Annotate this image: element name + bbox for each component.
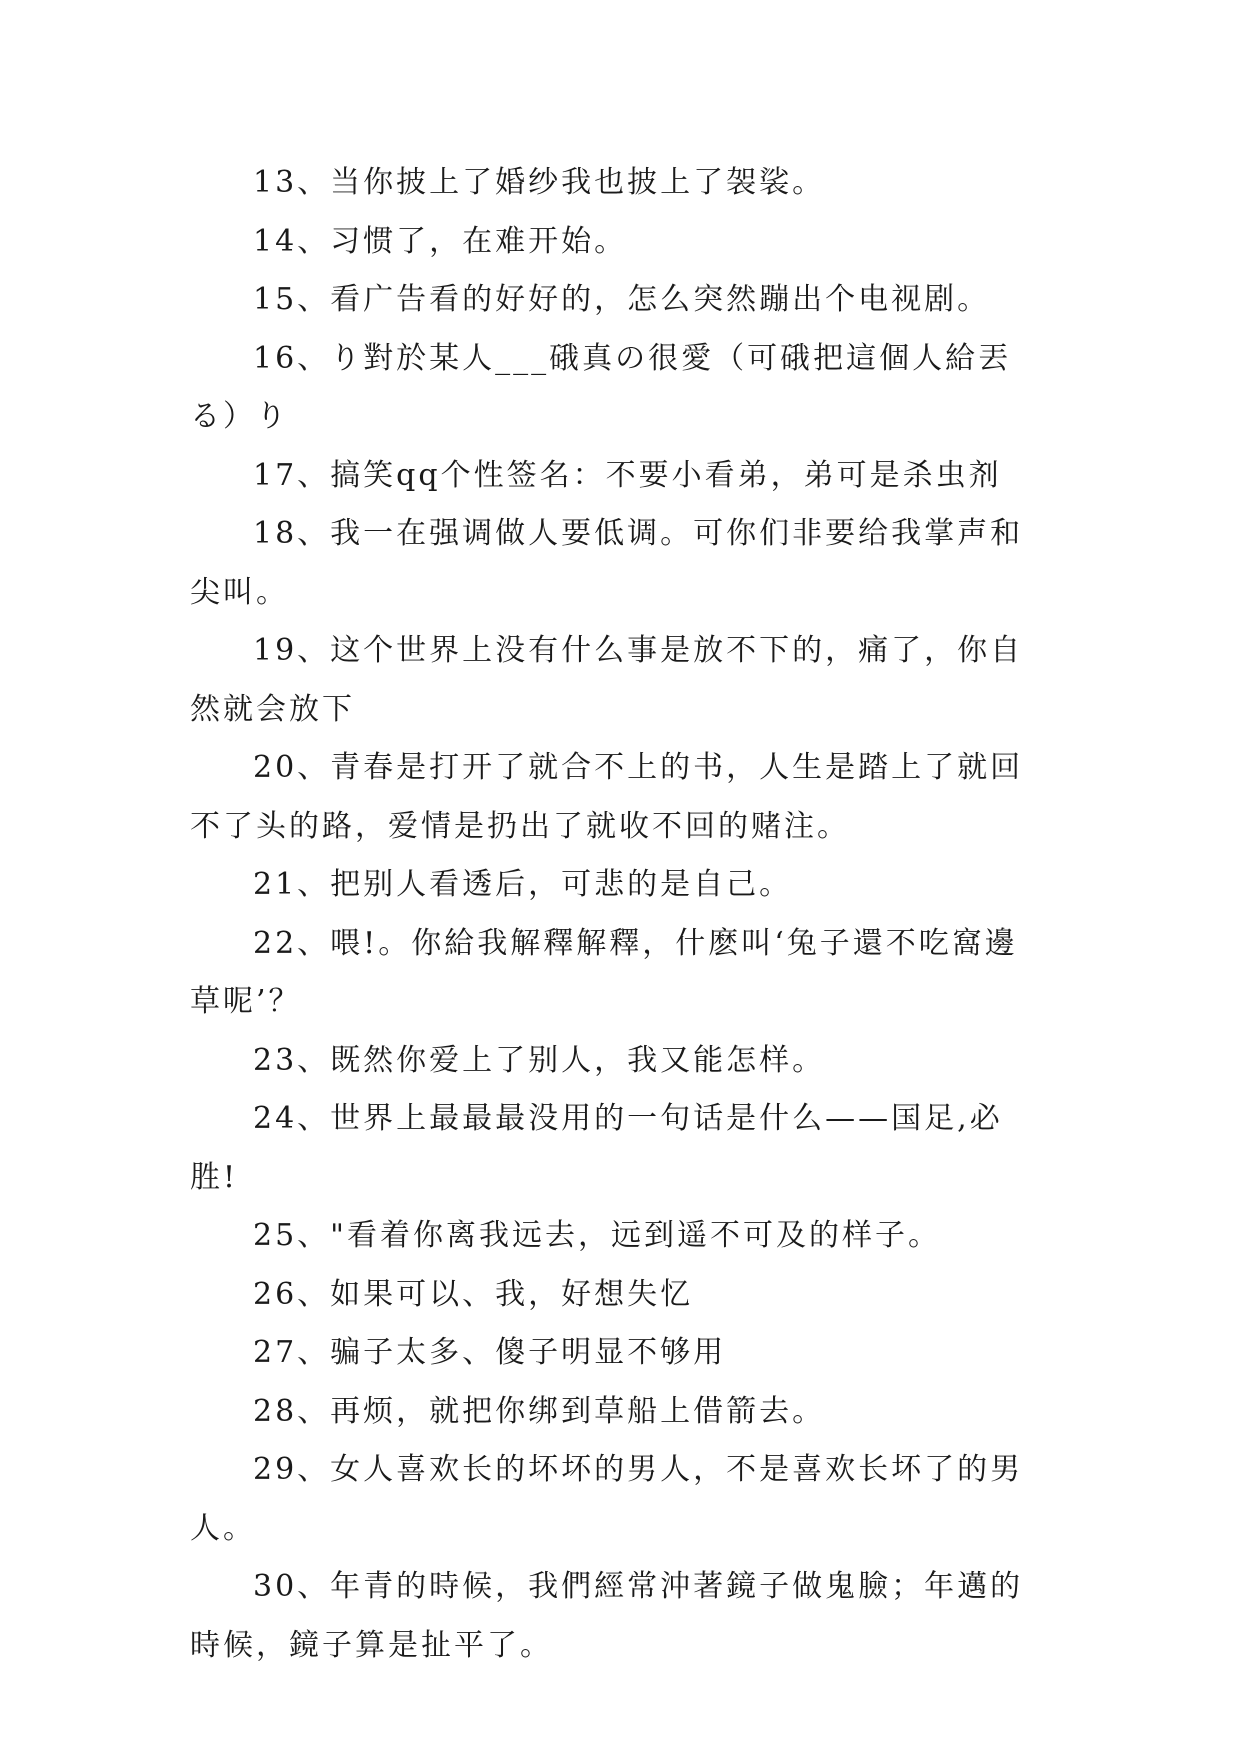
paragraph-28: 28、再烦，就把你绑到草船上借箭去。 [253, 1393, 826, 1429]
paragraph-27: 27、骗子太多、傻子明显不够用 [253, 1335, 727, 1370]
paragraph-14: 14、习惯了，在难开始。 [253, 223, 628, 259]
paragraph-22: 22、喂!。你給我解釋解釋，什麽叫‘兔子還不吃窩邊草呢’？ [190, 925, 1018, 1019]
paragraph-24: 24、世界上最最最没用的一句话是什么——国足,必胜! [190, 1101, 1003, 1195]
document-page [190, 154, 1050, 1675]
paragraph-15: 15、看广告看的好好的，怎么突然蹦出个电视剧。 [253, 282, 991, 317]
paragraph-18: 18、我一在强调做人要低调。可你们非要给我掌声和尖叫。 [190, 516, 1024, 610]
paragraph-21: 21、把别人看透后，可悲的是自己。 [253, 867, 793, 902]
paragraph-13: 13、当你披上了婚纱我也披上了袈裟。 [253, 165, 826, 200]
paragraph-20: 20、青春是打开了就合不上的书，人生是踏上了就回不了头的路，爱情是扔出了就收不回的赌注。 [190, 750, 1024, 844]
paragraph-30: 30、年青的時候，我們經常沖著鏡子做鬼臉；年邁的時候，鏡子算是扯平了。 [190, 1569, 1024, 1663]
paragraph-17: 17、搞笑qq个性签名：不要小看弟，弟可是杀虫剂 [253, 457, 1002, 493]
paragraph-19: 19、这个世界上没有什么事是放不下的，痛了，你自然就会放下 [190, 633, 1024, 727]
paragraph-23: 23、既然你爱上了别人，我又能怎样。 [253, 1042, 826, 1078]
paragraph-25: 25、"看着你离我远去，远到遥不可及的样子。 [253, 1218, 941, 1253]
paragraph-29: 29、女人喜欢长的坏坏的男人，不是喜欢长坏了的男人。 [190, 1452, 1024, 1546]
paragraph-16: 16、り對於某人___硪真の很愛（可硪把這個人給丟る）り [190, 340, 1012, 434]
paragraph-26: 26、如果可以、我，好想失忆 [253, 1276, 694, 1312]
